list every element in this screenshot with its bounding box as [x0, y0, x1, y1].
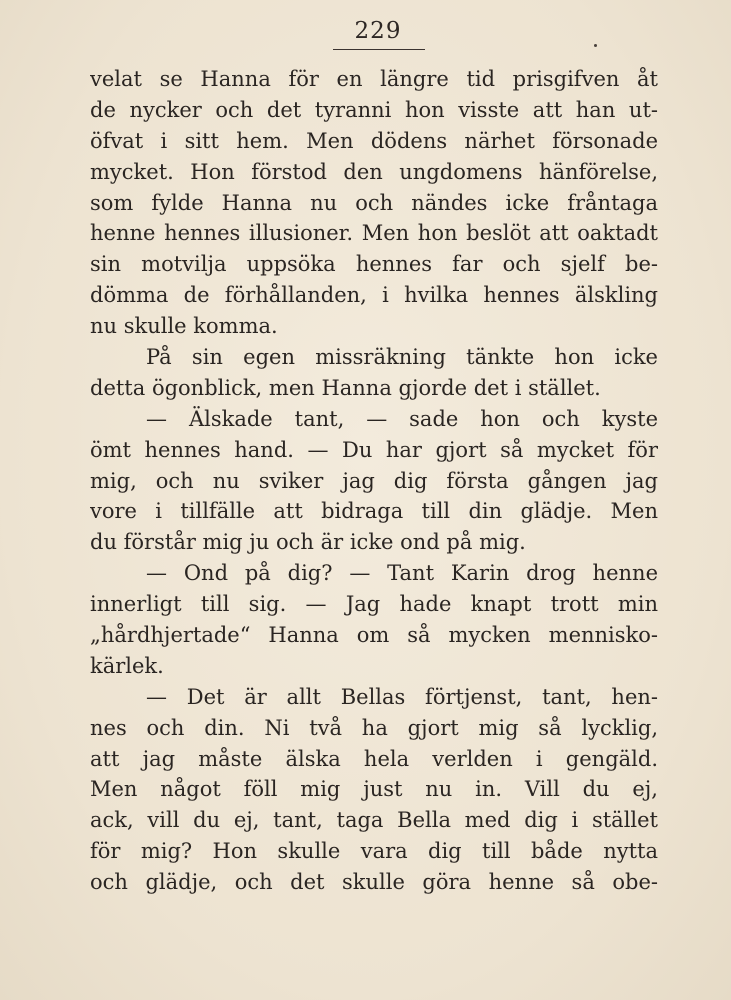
- text-line: de nycker och det tyranni hon visste att han ut-: [90, 97, 658, 122]
- text-line: nes och din. Ni två ha gjort mig så lycklig,: [90, 715, 658, 740]
- page-number: 229: [354, 18, 402, 44]
- text-line: och glädje, och det skulle göra henne så obe-: [90, 870, 658, 895]
- text-line: ack, vill du ej, tant, taga Bella med dig i stället: [90, 808, 658, 833]
- text-line: velat se Hanna för en längre tid prisgifven åt: [90, 67, 658, 91]
- text-line: — Det är allt Bellas förtjenst, tant, hen-: [146, 684, 658, 709]
- text-line: ömt hennes hand. — Du har gjort så mycket för: [90, 437, 658, 462]
- page-number-rule: [333, 49, 425, 50]
- text-line: dömma de förhållanden, i hvilka hennes älskling: [90, 283, 658, 308]
- text-line: mig, och nu sviker jag dig första gången jag: [90, 468, 658, 493]
- text-line: mycket. Hon förstod den ungdomens hänförelse,: [90, 159, 658, 184]
- text-line: henne hennes illusioner. Men hon beslöt att oaktadt: [90, 221, 658, 246]
- text-line: du förstår mig ju och är icke ond på mig.: [90, 530, 526, 555]
- text-line: — Ond på dig? — Tant Karin drog henne: [146, 561, 658, 586]
- text-line: öfvat i sitt hem. Men dödens närhet försonade: [90, 128, 658, 153]
- text-line: innerligt till sig. — Jag hade knapt trott min: [90, 592, 658, 617]
- text-line: sin motvilja uppsöka hennes far och sjelf be-: [90, 252, 658, 277]
- ink-speck: [594, 44, 597, 47]
- text-line: „hårdhjertade“ Hanna om så mycken mennisko-: [90, 623, 658, 648]
- text-line: som fylde Hanna nu och nändes icke fråntaga: [90, 190, 658, 215]
- text-line: detta ögonblick, men Hanna gjorde det i stället.: [90, 375, 601, 400]
- text-line: för mig? Hon skulle vara dig till både nytta: [90, 839, 658, 864]
- text-line: kärlek.: [90, 653, 164, 678]
- text-line: att jag måste älska hela verlden i gengäld.: [90, 746, 658, 771]
- text-line: vore i tillfälle att bidraga till din glädje. Men: [90, 499, 658, 524]
- text-line: nu skulle komma.: [90, 314, 278, 339]
- text-line: Men något föll mig just nu in. Vill du ej,: [90, 777, 658, 802]
- text-line: På sin egen missräkning tänkte hon icke: [146, 345, 658, 370]
- body-text: [90, 64, 658, 898]
- text-line: — Älskade tant, — sade hon och kyste: [146, 406, 658, 431]
